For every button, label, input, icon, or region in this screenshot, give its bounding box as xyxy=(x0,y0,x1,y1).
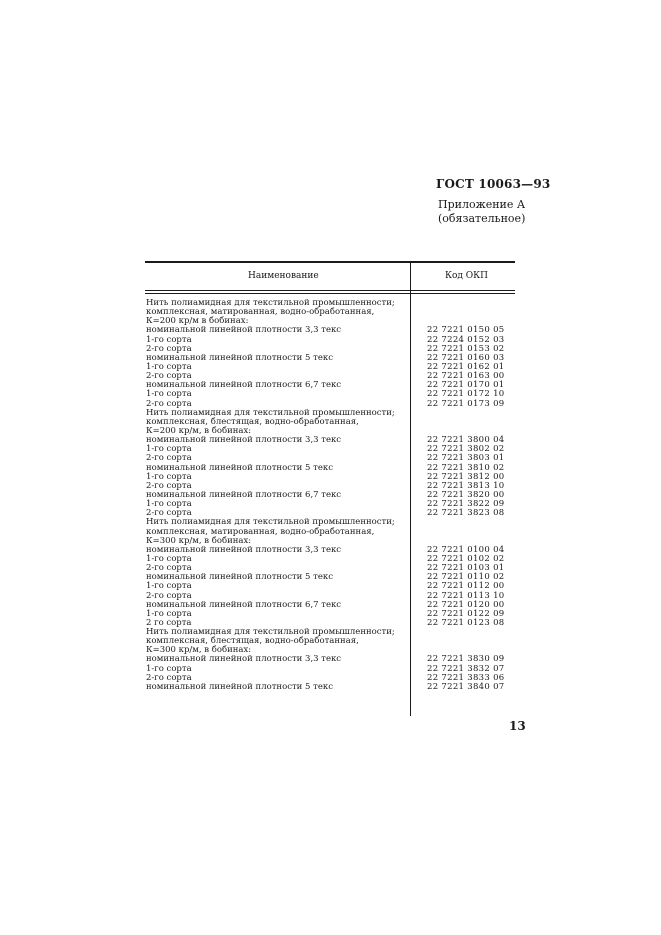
row-name: 1-го сорта xyxy=(146,663,192,674)
table-row xyxy=(0,601,661,610)
row-code: 22 7221 0110 02 xyxy=(427,572,505,583)
row-name: К=200 кр/м в бобинах: xyxy=(146,316,249,327)
row-name: 2-го сорта xyxy=(146,398,192,409)
row-name: 2-го сорта xyxy=(146,563,192,574)
table-row xyxy=(0,381,661,390)
table-row xyxy=(0,555,661,564)
row-name: К=200 кр/м, в бобинах: xyxy=(146,425,252,436)
table-row xyxy=(0,573,661,582)
row-name: 2-го сорта xyxy=(146,371,192,382)
table-body xyxy=(0,299,661,692)
row-name: номинальной линейной плотности 3,3 текс xyxy=(146,325,342,336)
appendix-note: (обязательное) xyxy=(438,212,526,225)
row-code: 22 7221 3823 08 xyxy=(427,508,505,519)
row-name: 2-го сорта xyxy=(146,480,192,491)
row-code: 22 7221 3802 02 xyxy=(427,444,505,455)
row-code: 22 7221 3832 07 xyxy=(427,663,505,674)
row-code: 22 7221 3810 02 xyxy=(427,462,505,473)
row-name: 2-го сорта xyxy=(146,343,192,354)
row-name: комплексная, блестящая, водно-обработанная, xyxy=(146,636,359,647)
table-row xyxy=(0,637,661,646)
row-name: номинальной линейной плотности 5 текс xyxy=(146,681,333,692)
table-row xyxy=(0,336,661,345)
row-name: номинальной линейной плотности 6,7 текс xyxy=(146,380,342,391)
table-row xyxy=(0,655,661,664)
row-name: 1-го сорта xyxy=(146,471,192,482)
table-row xyxy=(0,610,661,619)
row-name: номинальной линейной плотности 5 текс xyxy=(146,572,333,583)
row-name: 1-го сорта xyxy=(146,581,192,592)
header-rule-double xyxy=(145,293,515,294)
row-name: 1-го сорта xyxy=(146,608,192,619)
table-row xyxy=(0,390,661,399)
table-row xyxy=(0,473,661,482)
table-row xyxy=(0,436,661,445)
row-name: 1-го сорта xyxy=(146,444,192,455)
row-name: номинальной линейной плотности 6,7 текс xyxy=(146,489,342,500)
row-name: номинальной линейной плотности 3,3 текс xyxy=(146,654,342,665)
row-code: 22 7221 0162 01 xyxy=(427,361,505,372)
table-row xyxy=(0,546,661,555)
row-code: 22 7221 0113 10 xyxy=(427,590,505,601)
row-name: комплексная, матированная, водно-обработанная, xyxy=(146,307,375,318)
row-name: 1-го сорта xyxy=(146,499,192,510)
row-code: 22 7221 0170 01 xyxy=(427,380,505,391)
row-name: Нить полиамидная для текстильной промышленности; xyxy=(146,627,395,638)
table-row xyxy=(0,582,661,591)
table-row xyxy=(0,491,661,500)
row-code: 22 7221 0123 08 xyxy=(427,617,505,628)
row-code: 22 7221 0100 04 xyxy=(427,544,505,555)
row-name: Нить полиамидная для текстильной промышленности; xyxy=(146,407,395,418)
header-rule xyxy=(145,290,515,291)
table-row xyxy=(0,528,661,537)
table-row xyxy=(0,665,661,674)
row-name: 2 го сорта xyxy=(146,617,192,628)
table-row xyxy=(0,308,661,317)
table-top-rule xyxy=(145,261,515,263)
row-name: К=300 кр/м, в бобинах: xyxy=(146,645,252,656)
row-code: 22 7221 3840 07 xyxy=(427,681,505,692)
row-code: 22 7221 0122 09 xyxy=(427,608,505,619)
row-code: 22 7221 0173 09 xyxy=(427,398,505,409)
row-code: 22 7221 3800 04 xyxy=(427,435,505,446)
row-code: 22 7221 0103 01 xyxy=(427,563,505,574)
row-code: 22 7221 0112 00 xyxy=(427,581,505,592)
row-name: Нить полиамидная для текстильной промышленности; xyxy=(146,517,395,528)
column-header-name: Наименование xyxy=(248,271,319,281)
row-name: Нить полиамидная для текстильной промышленности; xyxy=(146,298,395,308)
table-row xyxy=(0,326,661,335)
row-code: 22 7221 3833 06 xyxy=(427,672,505,683)
table-row xyxy=(0,500,661,509)
document-code: ГОСТ 10063—93 xyxy=(436,177,551,191)
row-code: 22 7221 0102 02 xyxy=(427,553,505,564)
row-name: комплексная, блестящая, водно-обработанная, xyxy=(146,416,359,427)
row-name: 2-го сорта xyxy=(146,508,192,519)
row-code: 22 7221 3822 09 xyxy=(427,499,505,510)
row-name: комплексная, матированная, водно-обработанная, xyxy=(146,526,375,537)
row-name: 2-го сорта xyxy=(146,590,192,601)
row-code: 22 7221 0150 05 xyxy=(427,325,505,336)
row-code: 22 7221 3812 00 xyxy=(427,471,505,482)
appendix-heading xyxy=(438,198,525,226)
row-name: 1-го сорта xyxy=(146,553,192,564)
row-code: 22 7221 3830 09 xyxy=(427,654,505,665)
table-row xyxy=(0,363,661,372)
page-number: 13 xyxy=(509,719,526,733)
row-name: номинальной линейной плотности 5 текс xyxy=(146,462,333,473)
table-row xyxy=(0,354,661,363)
row-code: 22 7221 3820 00 xyxy=(427,489,505,500)
table-row xyxy=(0,464,661,473)
row-name: номинальной линейной плотности 3,3 текс xyxy=(146,544,342,555)
row-name: номинальной линейной плотности 5 текс xyxy=(146,352,333,363)
row-name: К=300 кр/м, в бобинах: xyxy=(146,535,252,546)
row-code: 22 7224 0152 03 xyxy=(427,334,505,345)
table-row xyxy=(0,445,661,454)
row-name: 1-го сорта xyxy=(146,389,192,400)
row-name: 1-го сорта xyxy=(146,334,192,345)
row-code: 22 7221 0120 00 xyxy=(427,599,505,610)
appendix-title: Приложение А xyxy=(438,198,526,211)
row-code: 22 7221 0172 10 xyxy=(427,389,505,400)
row-name: номинальной линейной плотности 6,7 текс xyxy=(146,599,342,610)
row-code: 22 7221 3813 10 xyxy=(427,480,505,491)
column-header-code: Код ОКП xyxy=(445,271,488,281)
row-name: 2-го сорта xyxy=(146,672,192,683)
row-name: 2-го сорта xyxy=(146,453,192,464)
table-row xyxy=(0,418,661,427)
row-code: 22 7221 0163 00 xyxy=(427,371,505,382)
table-row xyxy=(0,683,661,692)
row-code: 22 7221 0160 03 xyxy=(427,352,505,363)
row-name: 1-го сорта xyxy=(146,361,192,372)
row-name: номинальной линейной плотности 3,3 текс xyxy=(146,435,342,446)
row-code: 22 7221 0153 02 xyxy=(427,343,505,354)
row-code: 22 7221 3803 01 xyxy=(427,453,505,464)
